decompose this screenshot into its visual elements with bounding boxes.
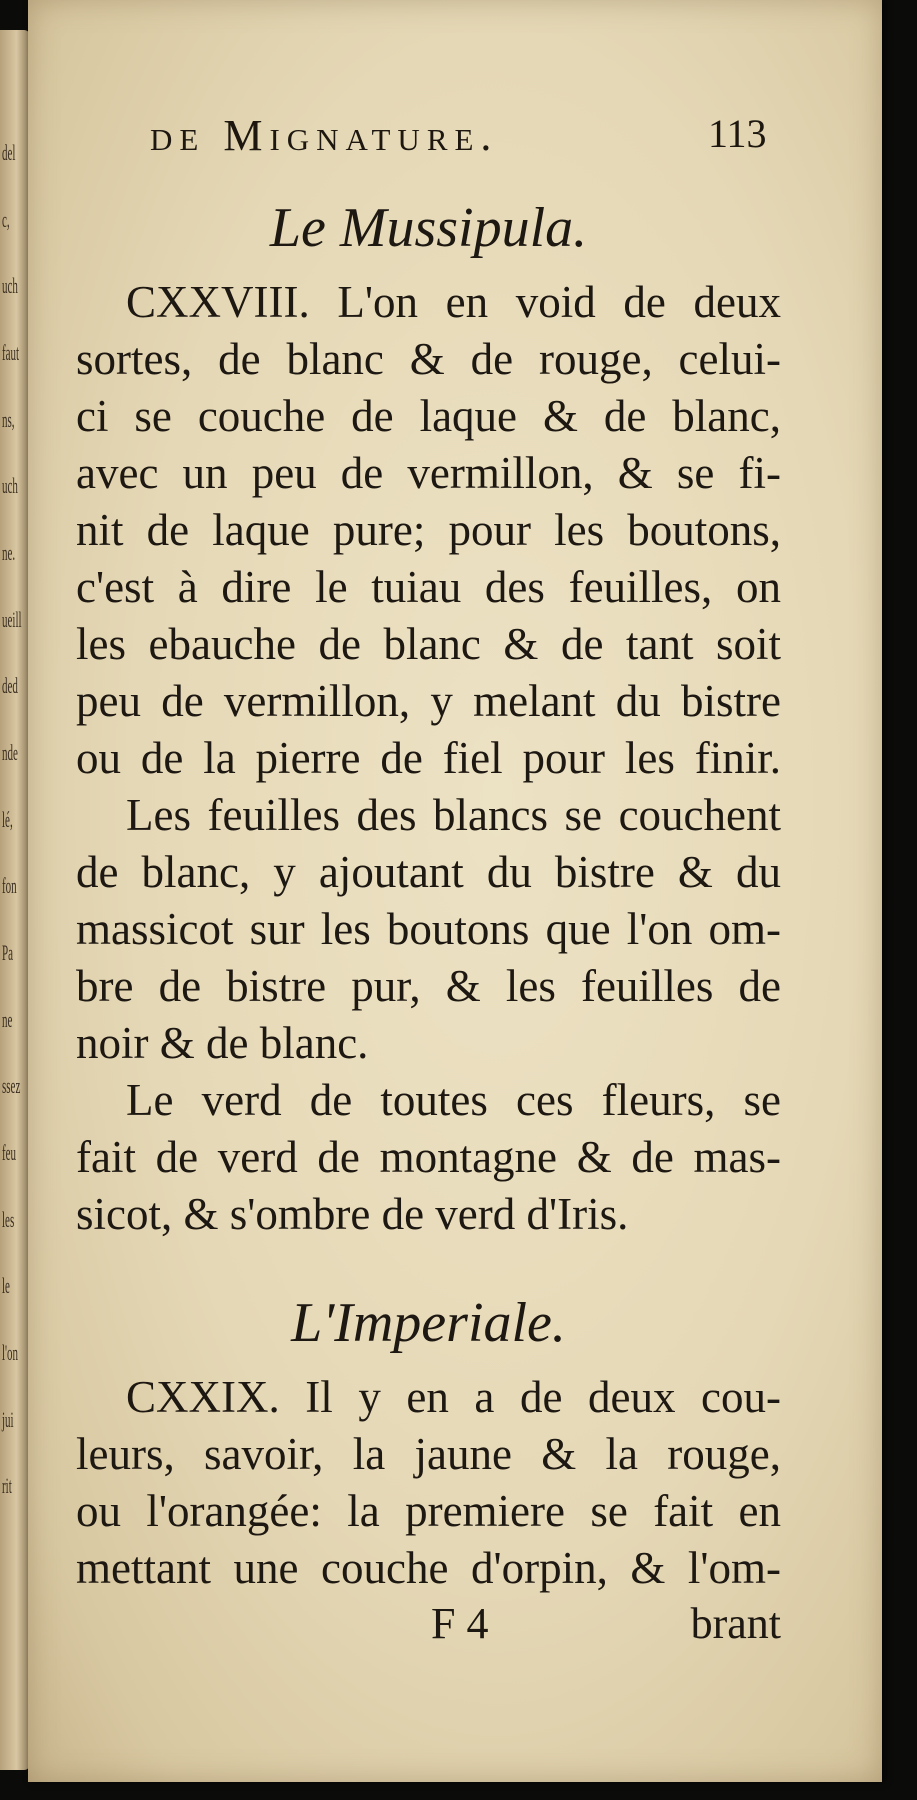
catchword: brant [690,1599,781,1648]
page-footer [76,1598,781,1658]
edge-fragment: c, [2,206,10,232]
edge-fragment: le [2,1273,10,1299]
edge-fragment: faut [2,340,20,365]
section-imperiale [76,1283,781,1597]
edge-fragment: fon [2,873,17,899]
edge-fragment: lé, [2,806,13,832]
paragraph [76,274,781,787]
text-line: ci se couche de laque & de blanc, [76,391,781,441]
edge-fragment: feu [2,1140,17,1165]
text-line: peu de vermillon, y melant du bistre [76,676,781,726]
edge-fragment: del [2,140,16,165]
running-title: de Mignature. [150,111,499,160]
text-line: de blanc, y ajoutant du bistre & du [76,847,781,897]
paragraph [76,1369,781,1597]
edge-fragment: ne. [2,540,16,565]
text-line: mettant une couche d'orpin, & l'om- [76,1543,781,1593]
section-heading: L'Imperiale. [291,1292,566,1354]
text-line: ou l'orangée: la premiere se fait en [76,1486,781,1536]
edge-fragment: rit [2,1473,12,1499]
text-line: fait de verd de montagne & de mas- [76,1132,781,1182]
section-heading: Le Mussipula. [269,197,588,259]
edge-fragment: ne [2,1006,13,1032]
edge-fragment: uch [2,273,18,299]
text-line: nit de laque pure; pour les boutons, [76,505,781,555]
edge-fragment: jui [2,1406,14,1432]
edge-fragment: nde [2,740,18,765]
text-line: les ebauche de blanc & de tant soit [76,619,781,669]
section-mussipula [76,188,781,1243]
section-spacer [76,1243,781,1283]
text-line: CXXIX. Il y en a de deux cou- [126,1372,781,1422]
text-line: Les feuilles des blancs se couchent [126,790,781,840]
paragraph [76,1072,781,1243]
text-line: noir & de blanc. [76,1018,369,1068]
edge-fragment: ssez [2,1073,21,1099]
text-line: sortes, de blanc & de rouge, celui- [76,334,781,384]
signature-mark: F 4 [431,1599,489,1648]
running-head [28,110,882,160]
paragraph [76,787,781,1072]
book-page [28,0,882,1782]
text-line: Le verd de toutes ces fleurs, se [126,1075,781,1125]
edge-fragment: Pa [2,940,13,965]
text-line: CXXVIII. L'on en void de deux [126,277,781,327]
text-line: sicot, & s'ombre de verd d'Iris. [76,1189,629,1239]
text-line: ou de la pierre de fiel pour les finir. [76,733,781,783]
text-line: leurs, savoir, la jaune & la rouge, [76,1429,781,1479]
text-line: c'est à dire le tuiau des feuilles, on [76,562,781,612]
text-body [76,188,781,1597]
page-number: 113 [708,111,767,156]
edge-fragment: ns, [2,406,15,432]
text-line: massicot sur les boutons que l'on om- [76,904,781,954]
text-line: avec un peu de vermillon, & se fi- [76,448,781,498]
edge-fragment: les [2,1206,15,1232]
edge-fragment: ueill [2,606,22,632]
previous-page-edge [0,30,30,1770]
text-line: bre de bistre pur, & les feuilles de [76,961,781,1011]
edge-fragment: ded [2,673,18,699]
edge-fragment: uch [2,473,18,499]
edge-fragment: l'on [2,1340,19,1365]
